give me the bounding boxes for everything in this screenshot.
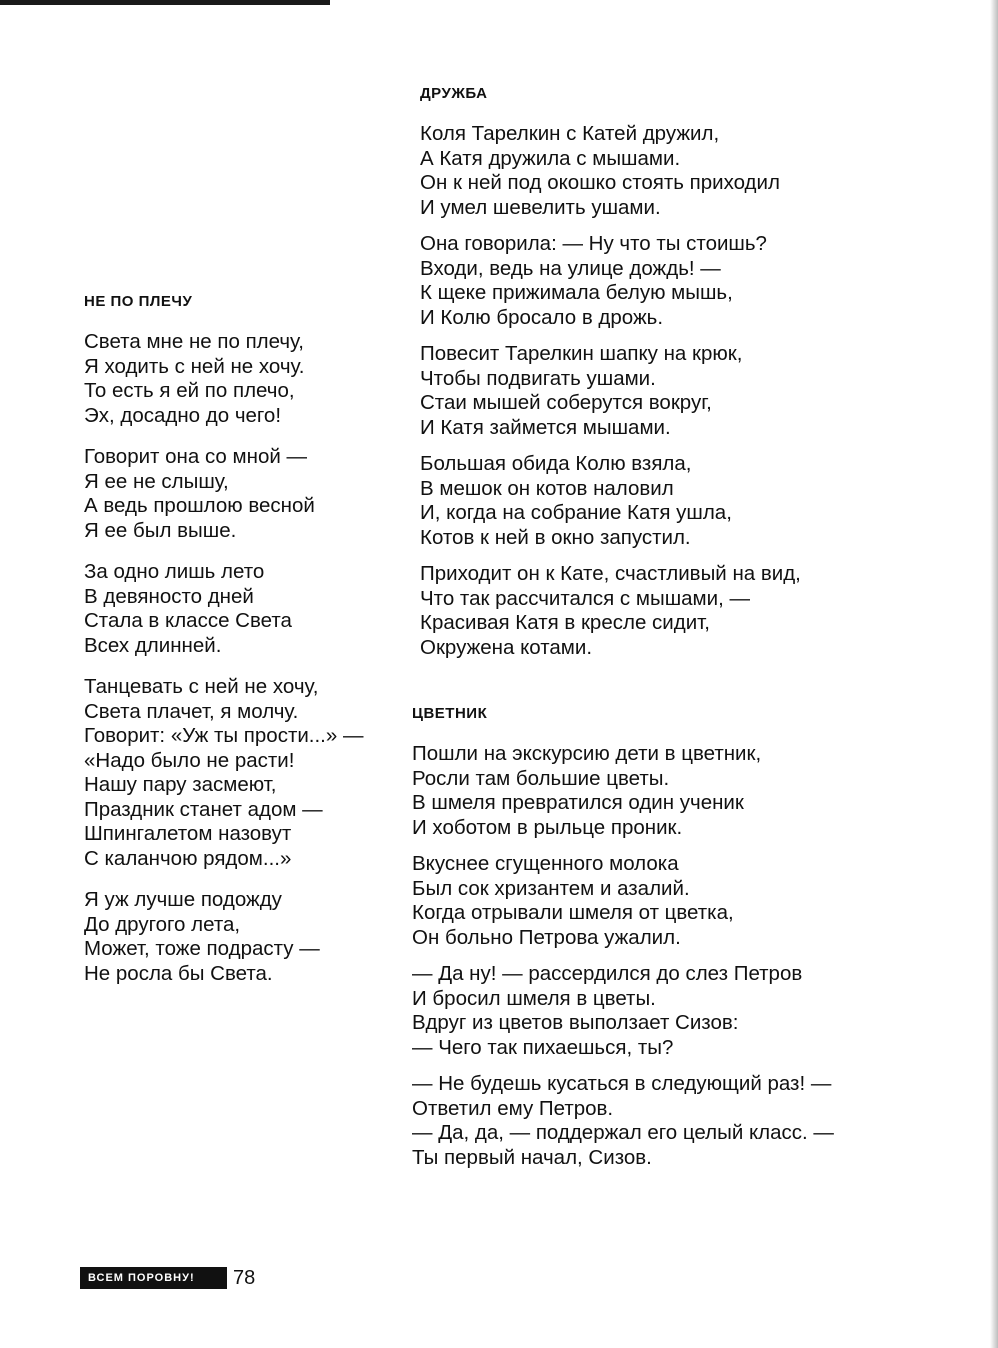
poem-line: И, когда на собрание Катя ушла, — [420, 501, 732, 524]
poem-line: Говорит: «Уж ты прости...» — — [84, 724, 364, 747]
page-edge-shadow — [990, 0, 998, 1348]
poem-line: — Да, да, — поддержал его целый класс. — — [412, 1121, 834, 1144]
poem-line: Нашу пару засмеют, — [84, 773, 277, 796]
poem-line: Котов к ней в окно запустил. — [420, 525, 691, 549]
stanza — [412, 962, 834, 1060]
poem-druzhba — [420, 84, 801, 672]
poem-line: Ты первый начал, Сизов. — [412, 1145, 652, 1169]
poem-tsvetnik — [412, 704, 834, 1182]
poem-title: ДРУЖБА — [420, 85, 488, 102]
poem-line: Он больно Петрова ужалил. — [412, 925, 681, 949]
poem-line: За одно лишь лето — [84, 560, 265, 583]
poem-line: С каланчою рядом...» — [84, 846, 292, 870]
stanza — [84, 675, 363, 871]
poem-line: А ведь прошлою весной — [84, 494, 315, 517]
poem-line: Не росла бы Света. — [84, 961, 273, 985]
poem-line: Всех длинней. — [84, 633, 222, 657]
poem-body — [84, 330, 363, 986]
poem-title: ЦВЕТНИК — [412, 705, 488, 722]
poem-line: Чтобы подвигать ушами. — [420, 366, 656, 390]
poem-line: Окружена котами. — [420, 635, 593, 659]
poem-line: Говорит она со мной — — [84, 445, 307, 468]
poem-line: Когда отрывали шмеля от цветка, — [412, 901, 734, 924]
stanza — [420, 342, 801, 440]
stanza — [412, 742, 834, 840]
poem-line: Большая обида Колю взяла, — [420, 452, 692, 475]
poem-line: Входи, ведь на улице дождь! — — [420, 256, 721, 280]
poem-body — [420, 122, 801, 660]
book-title-label: ВСЕМ ПОРОВНУ! — [80, 1267, 227, 1289]
poem-line: И Колю бросало в дрожь. — [420, 305, 664, 329]
poem-line: В девяносто дней — [84, 584, 254, 608]
stanza — [412, 1072, 834, 1170]
poem-line: И бросил шмеля в цветы. — [412, 986, 656, 1010]
poem-line: Был сок хризантем и азалий. — [412, 876, 690, 900]
page-number: 78 — [233, 1266, 256, 1289]
poem-line: Может, тоже подрасту — — [84, 937, 320, 960]
poem-line: И хоботом в рыльце проник. — [412, 815, 683, 839]
poem-line: Вкуснее сгущенного молока — [412, 852, 679, 875]
poem-line: В мешок он котов наловил — [420, 476, 674, 500]
poem-line: Росли там большие цветы. — [412, 766, 670, 790]
poem-line: Она говорила: — Ну что ты стоишь? — [420, 232, 767, 255]
stanza — [420, 452, 801, 550]
stanza — [84, 445, 363, 543]
poem-line: И Катя займется мышами. — [420, 415, 671, 439]
poem-line: Света мне не по плечу, — [84, 330, 304, 353]
poem-ne-po-plechu — [84, 292, 363, 1003]
poem-line: Танцевать с ней не хочу, — [84, 675, 319, 698]
poem-line: Вдруг из цветов выползает Сизов: — [412, 1011, 739, 1034]
poem-line: Я ее был выше. — [84, 518, 237, 542]
stanza — [420, 122, 801, 220]
stanza — [412, 852, 834, 950]
poem-line: Пошли на экскурсию дети в цветник, — [412, 742, 762, 765]
poem-line: — Да ну! — рассердился до слез Петров — [412, 962, 803, 985]
poem-line: Праздник станет адом — — [84, 797, 323, 821]
poem-line: До другого лета, — [84, 912, 241, 936]
page-footer — [80, 1266, 255, 1290]
poem-line: Я ходить с ней не хочу. — [84, 354, 305, 378]
stanza — [84, 560, 363, 658]
poem-line: То есть я ей по плечо, — [84, 379, 295, 402]
poem-line: И умел шевелить ушами. — [420, 195, 661, 219]
poem-line: Я уж лучше подожду — [84, 888, 282, 911]
poem-line: Эх, досадно до чего! — [84, 403, 282, 427]
poem-line: К щеке прижимала белую мышь, — [420, 281, 733, 304]
poem-line: Я ее не слышу, — [84, 469, 229, 493]
poem-line: «Надо было не расти! — [84, 748, 295, 772]
poem-line: — Не будешь кусаться в следующий раз! — — [412, 1072, 832, 1095]
top-rule — [0, 0, 330, 5]
poem-line: Что так рассчитался с мышами, — — [420, 586, 750, 610]
poem-line: В шмеля превратился один ученик — [412, 791, 744, 814]
poem-line: Красивая Катя в кресле сидит, — [420, 611, 710, 634]
poem-line: А Катя дружила с мышами. — [420, 146, 681, 170]
poem-line: Стала в классе Света — [84, 609, 292, 632]
poem-title: НЕ ПО ПЛЕЧУ — [84, 293, 193, 310]
poem-line: Повесит Тарелкин шапку на крюк, — [420, 342, 743, 365]
stanza — [84, 888, 363, 986]
poem-line: Ответил ему Петров. — [412, 1096, 614, 1120]
poem-line: Коля Тарелкин с Катей дружил, — [420, 122, 720, 145]
poem-line: Света плачет, я молчу. — [84, 699, 299, 723]
poem-line: — Чего так пихаешься, ты? — [412, 1035, 674, 1059]
poem-line: Стаи мышей соберутся вокруг, — [420, 391, 712, 414]
poem-line: Он к ней под окошко стоять приходил — [420, 171, 780, 194]
poem-line: Шпингалетом назовут — [84, 822, 292, 845]
poem-line: Приходит он к Кате, счастливый на вид, — [420, 562, 801, 585]
stanza — [420, 232, 801, 330]
poem-body — [412, 742, 834, 1170]
stanza — [420, 562, 801, 660]
stanza — [84, 330, 363, 428]
